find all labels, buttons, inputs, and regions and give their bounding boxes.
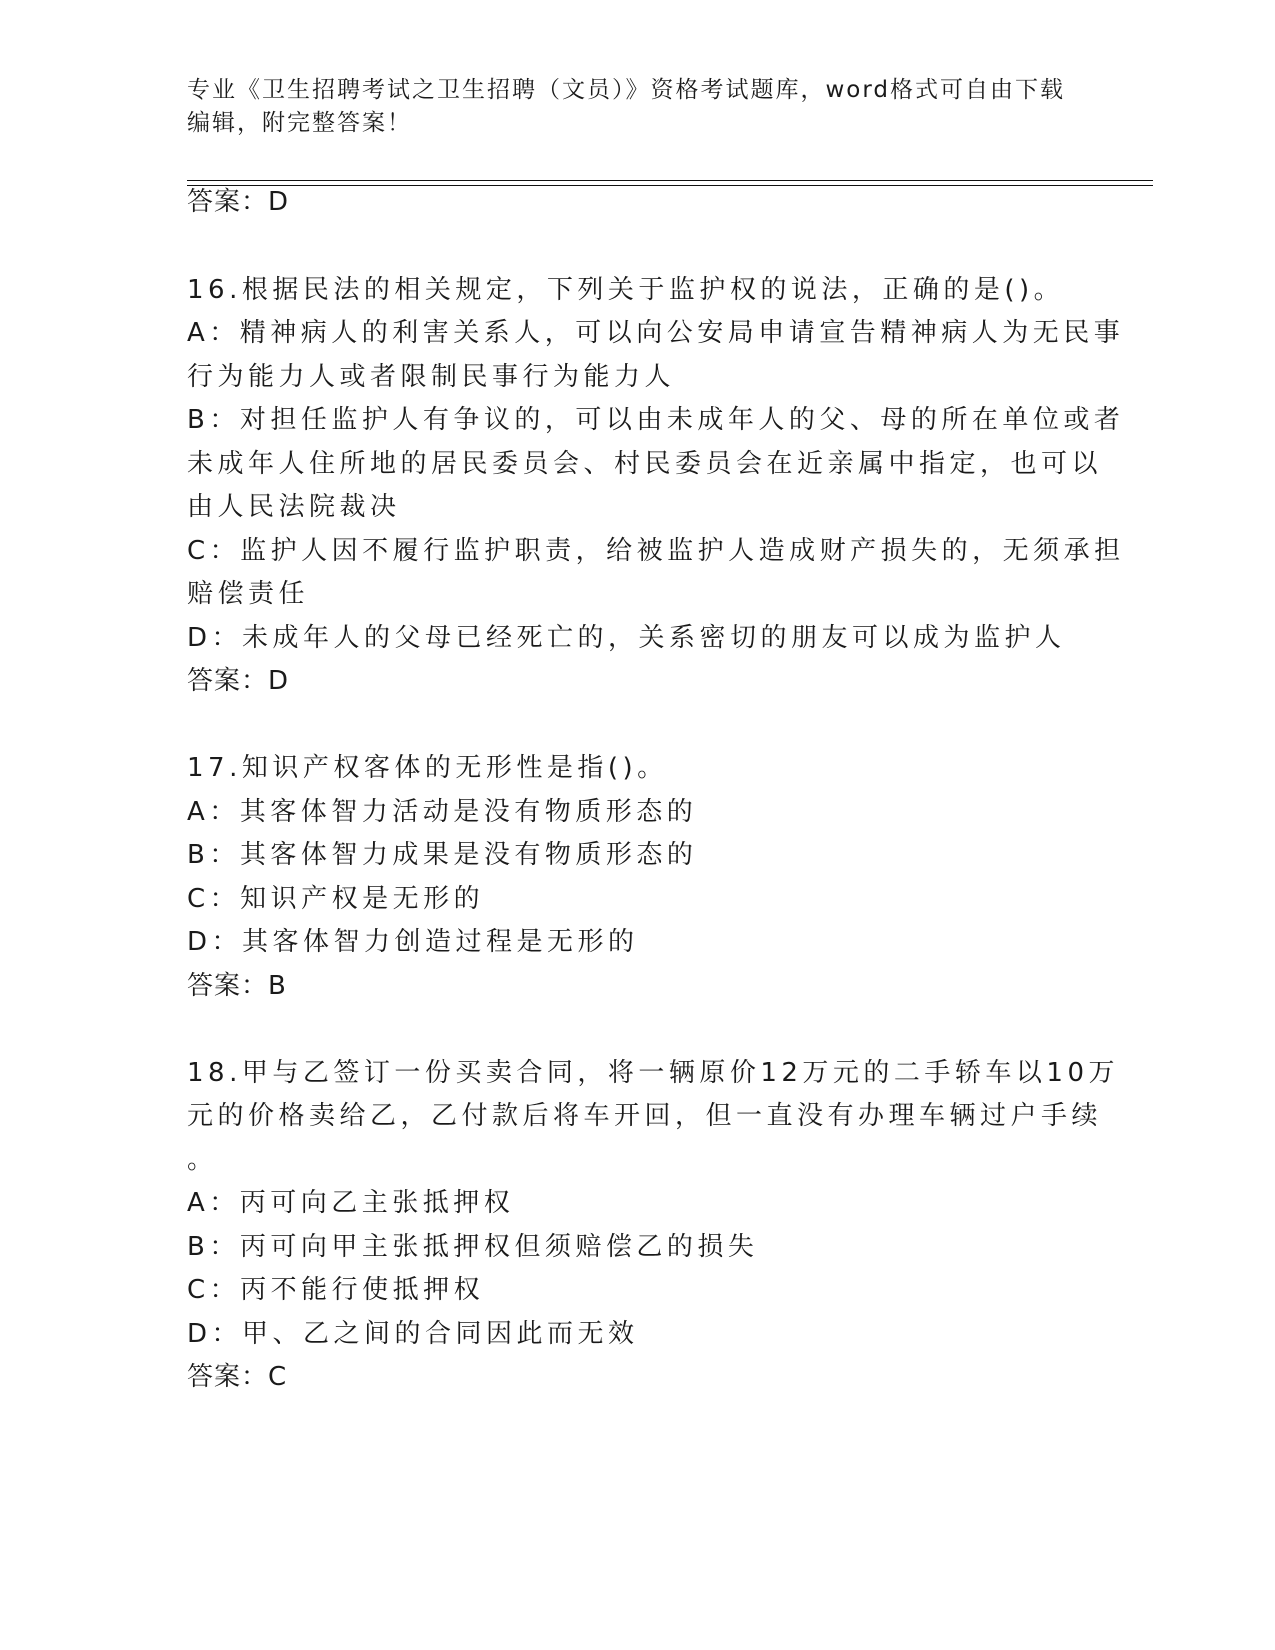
question-18-option-b: B：丙可向甲主张抵押权但须赔偿乙的损失 xyxy=(187,1232,759,1262)
question-18-option-a: A：丙可向乙主张抵押权 xyxy=(187,1188,515,1218)
question-18-stem-cont: 。 xyxy=(187,1145,218,1175)
question-16-option-c-cont: 赔偿责任 xyxy=(187,579,310,609)
question-16-option-c: C：监护人因不履行监护职责，给被监护人造成财产损失的，无须承担 xyxy=(187,536,1125,566)
question-17-option-d: D：其客体智力创造过程是无形的 xyxy=(187,927,639,957)
question-18-stem: 18.甲与乙签订一份买卖合同，将一辆原价12万元的二手轿车以10万 xyxy=(187,1058,1120,1088)
question-18-option-c: C：丙不能行使抵押权 xyxy=(187,1275,485,1305)
header-divider-top xyxy=(187,180,1153,181)
question-16-option-a-cont: 行为能力人或者限制民事行为能力人 xyxy=(187,362,676,392)
question-16-option-b-cont: 未成年人住所地的居民委员会、村民委员会在近亲属中指定，也可以 xyxy=(187,449,1103,479)
question-16-answer: 答案：D xyxy=(187,666,290,696)
question-16-option-b: B：对担任监护人有争议的，可以由未成年人的父、母的所在单位或者 xyxy=(187,405,1125,435)
document-header xyxy=(187,74,1087,140)
question-17-option-b: B：其客体智力成果是没有物质形态的 xyxy=(187,840,698,870)
header-line-1: 专业《卫生招聘考试之卫生招聘（文员）》资格考试题库，word格式可自由下载 xyxy=(187,77,1066,103)
question-18-answer: 答案：C xyxy=(187,1362,288,1392)
question-18-option-d: D：甲、乙之间的合同因此而无效 xyxy=(187,1319,639,1349)
question-16-option-a: A：精神病人的利害关系人，可以向公安局申请宣告精神病人为无民事 xyxy=(187,318,1125,348)
question-16-option-d: D：未成年人的父母已经死亡的，关系密切的朋友可以成为监护人 xyxy=(187,623,1066,653)
question-16-stem: 16.根据民法的相关规定，下列关于监护权的说法，正确的是()。 xyxy=(187,275,1065,305)
question-17-option-a: A：其客体智力活动是没有物质形态的 xyxy=(187,797,698,827)
question-18-stem-cont: 元的价格卖给乙，乙付款后将车开回，但一直没有办理车辆过户手续 xyxy=(187,1101,1103,1131)
question-17-answer: 答案：B xyxy=(187,971,287,1001)
question-16-option-b-cont: 由人民法院裁决 xyxy=(187,492,401,522)
question-17-option-c: C：知识产权是无形的 xyxy=(187,884,485,914)
header-divider-bottom xyxy=(187,185,1153,186)
header-line-2: 编辑，附完整答案！ xyxy=(187,110,412,136)
answer-line: 答案：D xyxy=(187,187,290,217)
question-17-stem: 17.知识产权客体的无形性是指()。 xyxy=(187,753,668,783)
